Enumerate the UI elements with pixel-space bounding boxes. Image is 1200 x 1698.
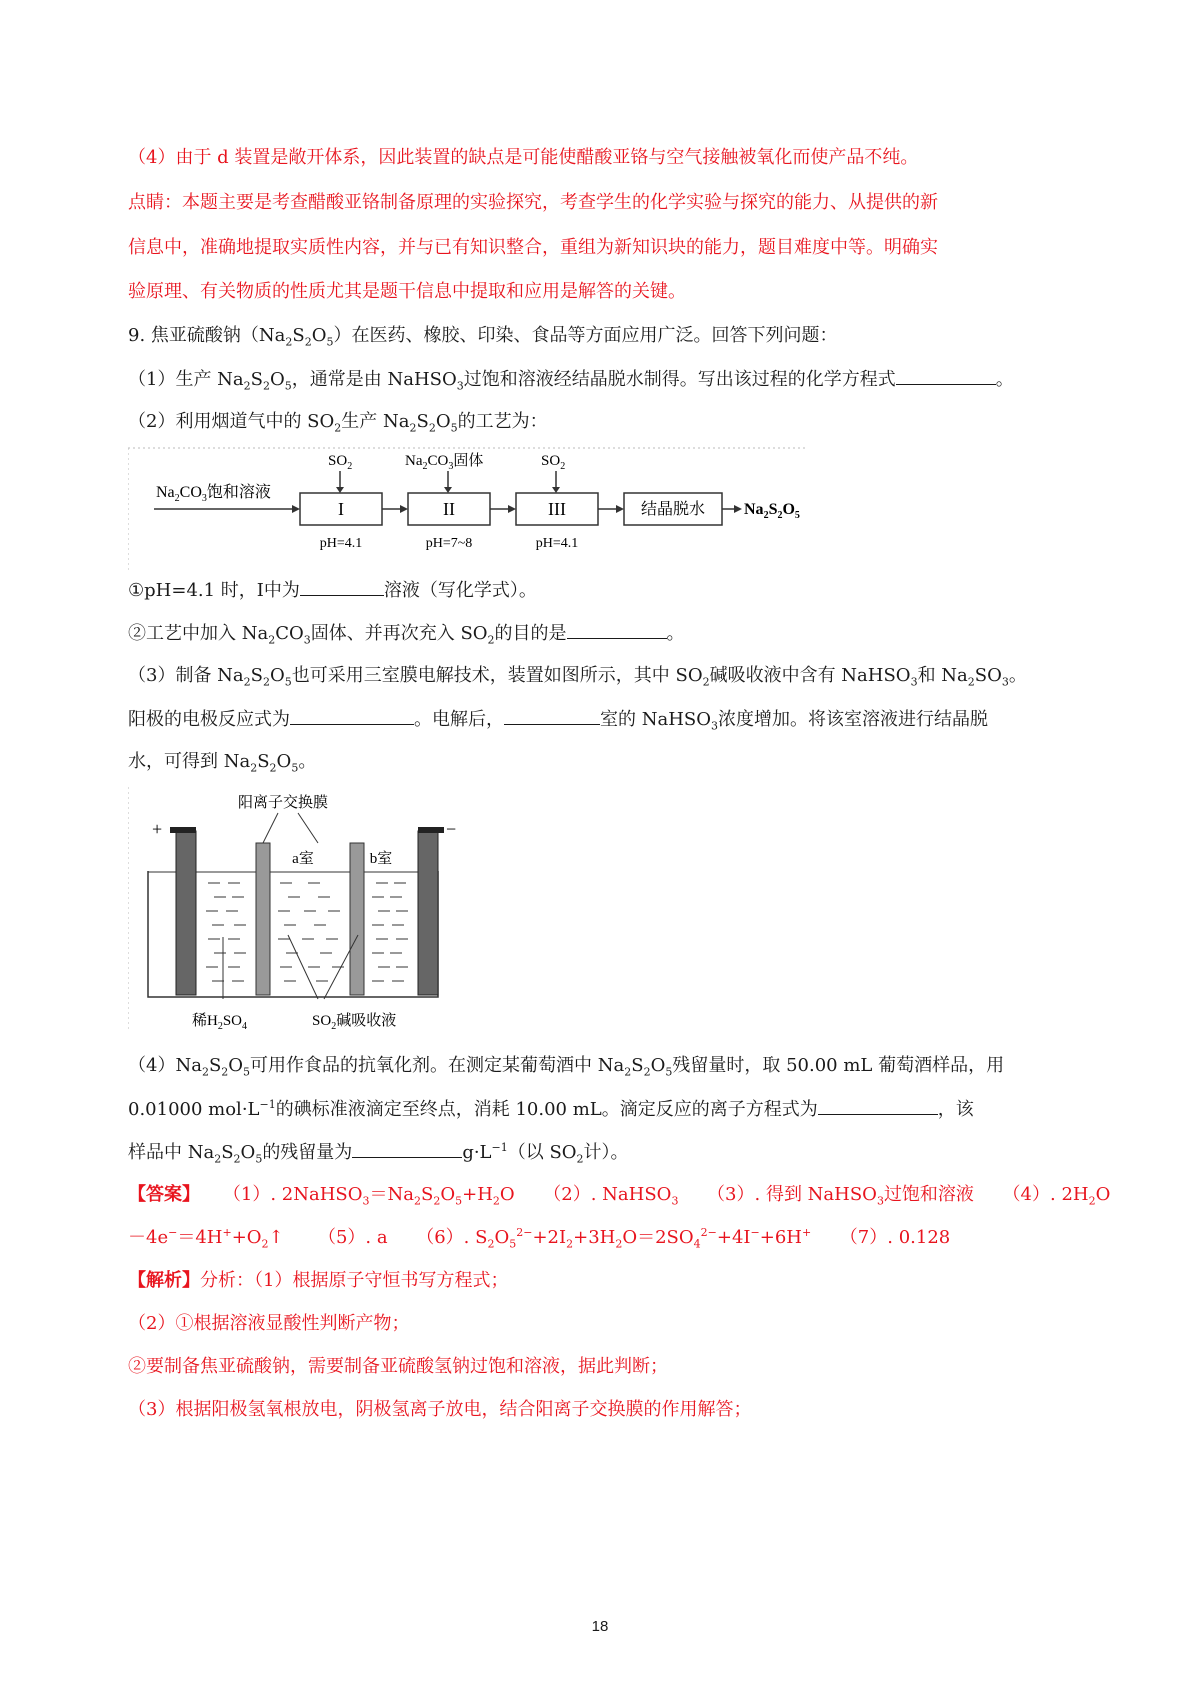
anode xyxy=(176,831,196,995)
question-9-part-3-line-3: 水，可得到 $Na_2S_2O_5$。 xyxy=(128,751,317,775)
membrane-left xyxy=(256,843,270,995)
room-b-label: b室 xyxy=(369,851,393,867)
anode-sign: + xyxy=(152,819,163,839)
answer-blank xyxy=(504,706,600,725)
question-9-part-1: （1）生产 $Na_2S_2O_5$，通常是由 NaHSO$_3$过饱和溶液经结晶脱水制得。写出该过程的化学方程式 。 xyxy=(128,366,1100,393)
cathode xyxy=(418,831,438,995)
note-line-1: 点睛：本题主要是考查醋酸亚铬制备原理的实验探究，考查学生的化学实验与探究的能力、从提供的新 xyxy=(128,192,938,213)
note-line-2: 信息中，准确地提取实质性内容，并与已有知识整合，重组为新知识块的能力，题目难度中等。明确实 xyxy=(128,237,938,258)
question-9-part-2-ii: ②工艺中加入 $Na_2CO_3$固体、并再次充入 $SO_2$的目的是 。 xyxy=(128,620,1100,647)
absorbent-label: $SO_2$碱吸收液 xyxy=(312,1013,397,1032)
process-flow-diagram xyxy=(128,447,808,571)
question-9-part-2-i: ①pH=4.1 时，Ⅰ中为 溶液（写化学式）。 xyxy=(128,577,1100,604)
answer-blank xyxy=(352,1139,462,1158)
analysis-line-1: 【解析】分析：（1）根据原子守恒书写方程式； xyxy=(128,1270,509,1291)
question-9-part-3-line-2: 阳极的电极反应式为 。电解后， 室的 NaHSO$_3$浓度增加。将该室溶液进行结晶脱 xyxy=(128,706,1100,733)
so2-input-2: $SO_2$ xyxy=(541,453,566,472)
question-9-part-2: （2）利用烟道气中的 $SO_2$生产 $Na_2S_2O_5$的工艺为： xyxy=(128,411,548,435)
answer-blank xyxy=(896,366,996,385)
membrane-pointer xyxy=(263,813,278,843)
answer-blank xyxy=(300,577,384,596)
cathode-sign: − xyxy=(446,819,457,839)
stage-2-label: II xyxy=(443,499,455,519)
feed-label: $Na_2CO_3$饱和溶液 xyxy=(156,484,271,504)
analysis-line-4: （3）根据阳极氢氧根放电，阴极氢离子放电，结合阳离子交换膜的作用解答； xyxy=(128,1399,752,1420)
product-label: $Na_2S_2O_5$ xyxy=(744,501,800,521)
stage-3-label: III xyxy=(548,499,566,519)
liquid-fill xyxy=(206,883,408,981)
answer-line-1: 【答案】 （1）. $2NaHSO_3=Na_2S_2O_5+H_2O$ （2）. NaHSO$_3$ （3）. 得到 NaHSO$_3$过饱和溶液 （4）. $2H_2O$ xyxy=(128,1184,1111,1208)
note-line-3: 验原理、有关物质的性质尤其是题干信息中提取和应用是解答的关键。 xyxy=(128,281,686,302)
room-a-label: a室 xyxy=(292,851,314,867)
question-9-part-3-line-1: （3）制备 $Na_2S_2O_5$也可采用三室膜电解技术，装置如图所示，其中 $SO_2$碱吸收液中含有 NaHSO$_3$和 $Na_2SO_3$。 xyxy=(128,665,1027,689)
membrane-right xyxy=(350,843,364,995)
answer-label: 【答案】 xyxy=(128,1184,200,1205)
membrane-label: 阳离子交换膜 xyxy=(237,795,329,811)
analysis-line-3: ②要制备焦亚硫酸钠，需要制备亚硫酸氢钠过饱和溶液，据此判断； xyxy=(128,1356,668,1377)
page-number: 18 xyxy=(591,1618,609,1635)
question-9-stem: 9. 焦亚硫酸钠$(Na_2S_2O_5)$在医药、橡胶、印染、食品等方面应用广泛。回答下列问题： xyxy=(128,325,838,349)
answer-part-4-text: （4）由于 d 装置是敞开体系，因此装置的缺点是可能使醋酸亚铬与空气接触被氧化而使产品不纯。 xyxy=(128,147,919,168)
stage-1-label: I xyxy=(338,499,344,519)
question-9-part-4-line-3: 样品中 $Na_2S_2O_5$的残留量为 $g\cdot L^{-1}$（以 $SO_2$计）。 xyxy=(128,1141,629,1166)
analysis-line-2: （2）①根据溶液显酸性判断产物； xyxy=(128,1313,410,1334)
crystallize-label: 结晶脱水 xyxy=(640,501,706,518)
electrolysis-cell-diagram xyxy=(128,787,468,1032)
na2co3-solid-input: $Na_2CO_3$固体 xyxy=(405,453,484,472)
stage-1-ph: pH=4.1 xyxy=(319,536,363,551)
answer-blank xyxy=(567,620,667,639)
dilute-acid-label: 稀$H_2SO_4$ xyxy=(192,1013,248,1032)
question-9-part-4-line-1: $(4)Na_2S_2O_5$可用作食品的抗氧化剂。在测定某葡萄酒中 $Na_2S_2O_5$残留量时，取 50.00 mL 葡萄酒样品，用 xyxy=(128,1055,1005,1079)
answer-blank xyxy=(290,706,414,725)
answer-line-2: $-4e^-=4H^++O_2↑$ （5）. a （6）. $S_2O_5^{2-}+2I_2+3H_2O=2SO_4^{2-}+4I^-+6H^+$ （7）. 0.128 xyxy=(128,1226,951,1251)
so2-input-1: $SO_2$ xyxy=(328,453,353,472)
question-9-part-4-line-2: 0.01000 $mol\cdot L^{-1}$的碘标准液滴定至终点，消耗 10.00 mL。滴定反应的离子方程式为 ，该 xyxy=(128,1098,974,1120)
stage-2-ph: pH=7~8 xyxy=(425,536,473,551)
analysis-label: 【解析】 xyxy=(128,1270,200,1291)
stage-3-ph: pH=4.1 xyxy=(535,536,579,551)
answer-blank xyxy=(818,1096,938,1115)
